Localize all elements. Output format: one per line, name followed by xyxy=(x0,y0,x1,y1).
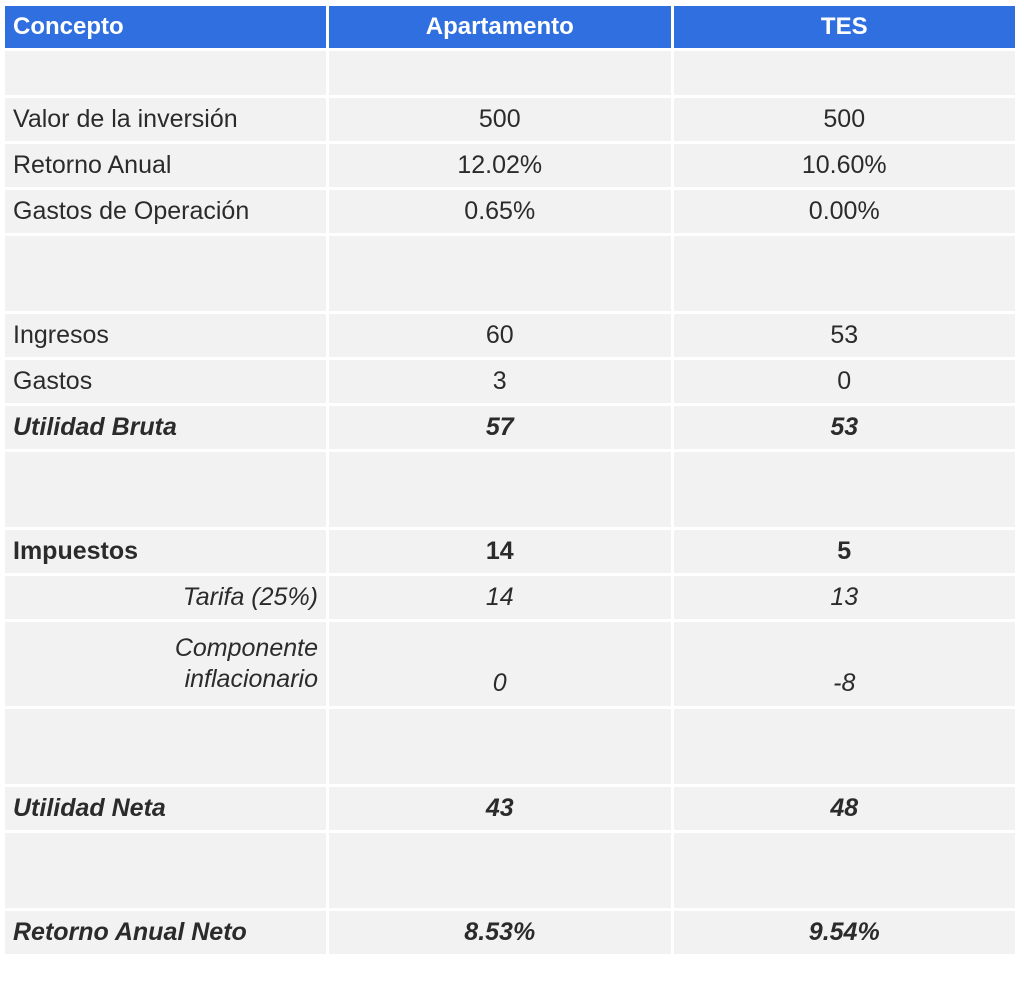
cell-apartamento: 14 xyxy=(329,530,671,573)
row-label: Impuestos xyxy=(5,530,326,573)
table-row-componente xyxy=(5,622,1015,706)
spacer-row xyxy=(5,51,1015,95)
cell-tes: 53 xyxy=(674,406,1016,449)
header-tes: TES xyxy=(674,6,1016,48)
empty-cell xyxy=(5,709,326,784)
empty-cell xyxy=(329,51,671,95)
cell-apartamento: 0.65% xyxy=(329,190,671,233)
empty-cell xyxy=(5,51,326,95)
row-label-line2: inflacionario xyxy=(184,665,318,693)
table-row-gastos xyxy=(5,360,1015,403)
empty-cell xyxy=(5,833,326,908)
table-row-ingresos xyxy=(5,314,1015,357)
empty-cell xyxy=(329,452,671,527)
comparison-table xyxy=(2,3,1018,957)
cell-tes: 0.00% xyxy=(674,190,1016,233)
row-label xyxy=(5,622,326,706)
empty-cell xyxy=(5,236,326,311)
empty-cell xyxy=(329,833,671,908)
table-row-impuestos xyxy=(5,530,1015,573)
table-row-gastos-operacion xyxy=(5,190,1015,233)
empty-cell xyxy=(329,709,671,784)
spacer-row xyxy=(5,709,1015,784)
spacer-row xyxy=(5,236,1015,311)
table-row-retorno xyxy=(5,144,1015,187)
cell-apartamento: 500 xyxy=(329,98,671,141)
empty-cell xyxy=(674,709,1016,784)
row-label: Retorno Anual Neto xyxy=(5,911,326,954)
cell-apartamento: 43 xyxy=(329,787,671,830)
table-row-retorno-neto xyxy=(5,911,1015,954)
cell-tes: 500 xyxy=(674,98,1016,141)
table-row-valor xyxy=(5,98,1015,141)
row-label-line1: Componente xyxy=(174,634,318,662)
cell-tes: 0 xyxy=(674,360,1016,403)
cell-tes: 10.60% xyxy=(674,144,1016,187)
row-label: Utilidad Bruta xyxy=(5,406,326,449)
cell-apartamento: 60 xyxy=(329,314,671,357)
empty-cell xyxy=(674,452,1016,527)
row-label: Retorno Anual xyxy=(5,144,326,187)
cell-tes: 5 xyxy=(674,530,1016,573)
table-row-utilidad-bruta xyxy=(5,406,1015,449)
row-label: Gastos de Operación xyxy=(5,190,326,233)
cell-tes: 9.54% xyxy=(674,911,1016,954)
row-label: Valor de la inversión xyxy=(5,98,326,141)
header-row xyxy=(5,6,1015,48)
cell-apartamento: 8.53% xyxy=(329,911,671,954)
cell-tes: 53 xyxy=(674,314,1016,357)
table-row-tarifa xyxy=(5,576,1015,619)
spacer-row xyxy=(5,833,1015,908)
row-label: Tarifa (25%) xyxy=(5,576,326,619)
header-apartamento: Apartamento xyxy=(329,6,671,48)
cell-apartamento: 3 xyxy=(329,360,671,403)
spacer-row xyxy=(5,452,1015,527)
cell-apartamento: 12.02% xyxy=(329,144,671,187)
empty-cell xyxy=(674,51,1016,95)
table-row-utilidad-neta xyxy=(5,787,1015,830)
row-label: Gastos xyxy=(5,360,326,403)
empty-cell xyxy=(329,236,671,311)
cell-tes: 13 xyxy=(674,576,1016,619)
cell-apartamento: 14 xyxy=(329,576,671,619)
cell-apartamento: 0 xyxy=(329,622,671,706)
empty-cell xyxy=(674,833,1016,908)
header-concepto: Concepto xyxy=(5,6,326,48)
empty-cell xyxy=(5,452,326,527)
row-label: Utilidad Neta xyxy=(5,787,326,830)
cell-tes: 48 xyxy=(674,787,1016,830)
empty-cell xyxy=(674,236,1016,311)
cell-apartamento: 57 xyxy=(329,406,671,449)
row-label: Ingresos xyxy=(5,314,326,357)
cell-tes: -8 xyxy=(674,622,1016,706)
